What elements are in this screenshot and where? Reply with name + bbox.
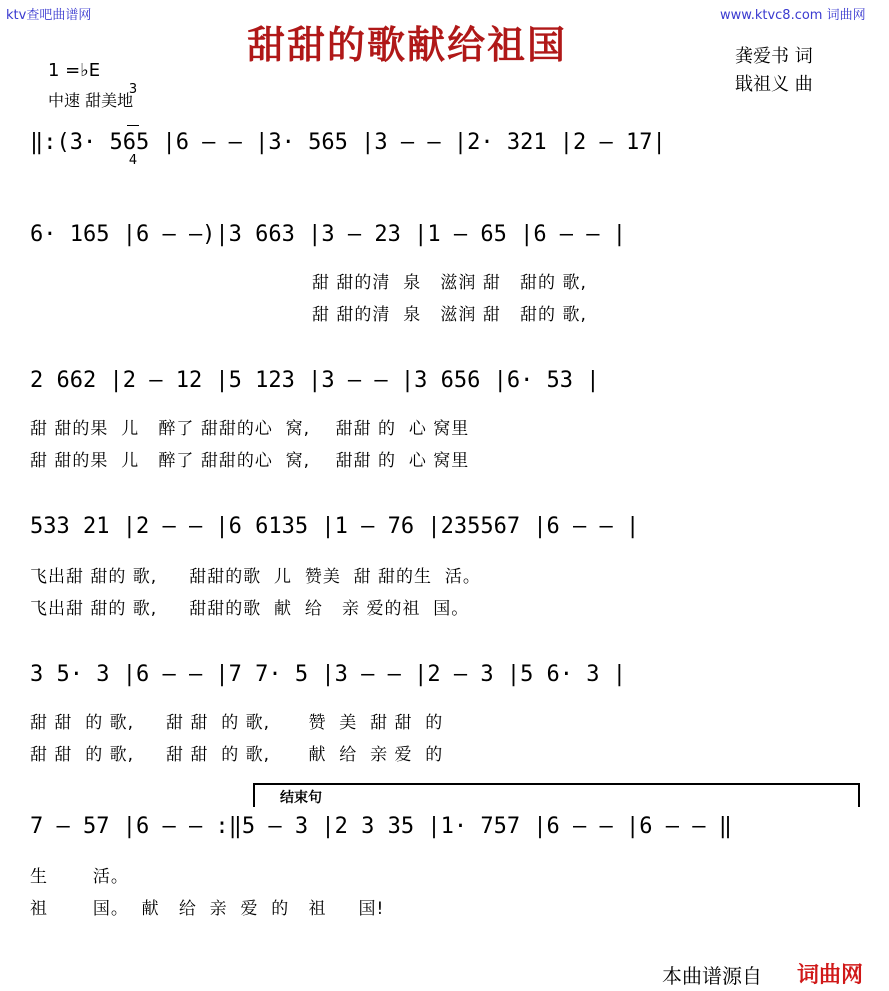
time-signature-bar	[127, 125, 139, 126]
tempo-marking: 中速 甜美地	[48, 91, 134, 110]
score-row-6-lyrics-verse-2: 祖 国。 献 给 亲 爱 的 祖 国!	[30, 899, 385, 919]
score-row-6-lyrics-verse-1: 生 活。	[30, 867, 129, 887]
score-row-5-lyrics-verse-2: 甜 甜 的 歌, 甜 甜 的 歌, 献 给 亲 爱 的	[30, 745, 444, 765]
footer-site-logo[interactable]: 词曲网	[797, 963, 864, 988]
score-row-5-lyrics-verse-1: 甜 甜 的 歌, 甜 甜 的 歌, 赞 美 甜 甜 的	[30, 713, 444, 733]
ending-label: 结束句	[280, 790, 322, 806]
score-row-3-lyrics-verse-1: 甜 甜的果 儿 醉了 甜甜的心 窝, 甜甜 的 心 窝里	[30, 419, 470, 439]
watermark-top-right: www.ktvc8.com 词曲网	[720, 8, 866, 23]
score-row-3-notes: 2 662 |2 — 12 |5 123 |3 — — |3 656 |6· 53 |	[30, 368, 600, 393]
score-row-4-lyrics-verse-1: 飞出甜 甜的 歌, 甜甜的歌 儿 赞美 甜 甜的生 活。	[30, 567, 481, 587]
footer-source-text: 本曲谱源自	[662, 964, 762, 988]
composer-credit: 戢祖义 曲	[735, 74, 813, 95]
score-row-1-notes: ‖:(3· 565 |6 — — |3· 565 |3 — — |2· 321 |2 — 17|	[30, 130, 666, 155]
song-title: 甜甜的歌献给祖国	[247, 22, 568, 67]
score-row-4-notes: 533 21 |2 — — |6 6135 |1 — 76 |235567 |6 — — |	[30, 514, 640, 539]
score-row-5-notes: 3 5· 3 |6 — — |7 7· 5 |3 — — |2 — 3 |5 6· 3 |	[30, 662, 627, 687]
key-signature: 1 =♭E	[48, 60, 101, 81]
score-row-2-notes: 6· 165 |6 — —)|3 663 |3 — 23 |1 — 65 |6 — — |	[30, 222, 627, 247]
watermark-top-left: ktv查吧曲谱网	[6, 8, 92, 23]
score-row-2-lyrics-verse-2: 甜 甜的清 泉 滋润 甜 甜的 歌,	[312, 305, 587, 325]
time-signature	[127, 55, 139, 182]
time-signature-top: 3	[128, 82, 138, 97]
time-signature-bottom: 4	[128, 153, 138, 168]
score-row-3-lyrics-verse-2: 甜 甜的果 儿 醉了 甜甜的心 窝, 甜甜 的 心 窝里	[30, 451, 470, 471]
lyricist-credit: 龚爱书 词	[735, 46, 813, 67]
score-row-6-notes: 7 — 57 |6 — — :‖5 — 3 |2 3 35 |1· 757 |6 — — |6 — — ‖	[30, 814, 732, 839]
score-row-4-lyrics-verse-2: 飞出甜 甜的 歌, 甜甜的歌 献 给 亲 爱的祖 国。	[30, 599, 470, 619]
score-row-2-lyrics-verse-1: 甜 甜的清 泉 滋润 甜 甜的 歌,	[312, 273, 587, 293]
ending-bracket	[253, 783, 860, 807]
